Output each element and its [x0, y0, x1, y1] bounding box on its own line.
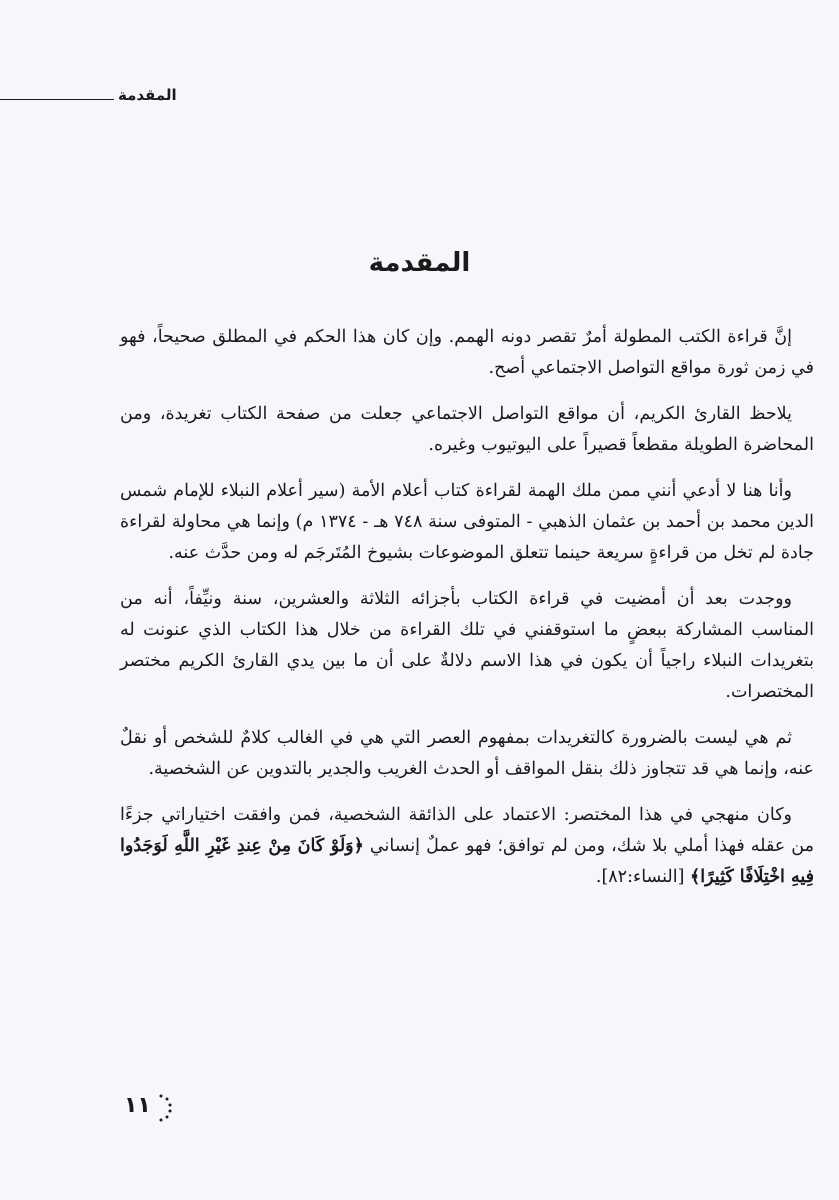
page-number: ١١: [124, 1093, 151, 1118]
page-number-ornament: [152, 1092, 174, 1122]
paragraph-3: وأنا هنا لا أدعي أنني ممن ملك الهمة لقراءة كتاب أعلام الأمة (سير أعلام النبلاء للإمام شمس الدين محمد بن أحمد بن عثمان الذهبي - المتوفى سنة ٧٤٨ هـ - ١٣٧٤ م) وإنما هي محاولة لقراءة جادة لم تخل من قراءةٍ سريعة حينما تتعلق الموضوعات بشيوخ المُتَرجَم له ومن حدَّث عنه.: [120, 481, 814, 563]
running-header: المقدمة: [118, 86, 177, 104]
quran-citation: [النساء:٨٢].: [595, 867, 691, 887]
paragraph-2: يلاحظ القارئ الكريم، أن مواقع التواصل الاجتماعي جعلت من صفحة الكتاب تغريدة، ومن المحاضرة الطويلة مقطعاً قصيراً على اليوتيوب وغيره.: [120, 404, 814, 455]
paragraph-1: إنَّ قراءة الكتب المطولة أمرٌ تقصر دونه الهمم. وإن كان هذا الحكم في المطلق صحيحاً، فهو في زمن ثورة مواقع التواصل الاجتماعي أصح.: [120, 327, 814, 378]
paragraph-6-text: وكان منهجي في هذا المختصر: الاعتماد على الذائقة الشخصية، فمن وافقت اختياراتي جزءًا من عقله فهذا أملي بلا شك، ومن لم توافق؛ فهو عملٌ إنساني: [120, 805, 814, 856]
quran-verse: ﴿وَلَوْ كَانَ مِنْ عِندِ غَيْرِ اللَّهِ لَوَجَدُوا فِيهِ اخْتِلَافًا كَثِيرًا﴾: [120, 836, 814, 887]
header-rule: [0, 99, 114, 100]
page-title: المقدمة: [368, 248, 471, 278]
paragraph-4: ووجدت بعد أن أمضيت في قراءة الكتاب بأجزائه الثلاثة والعشرين، سنة ونيِّفاً، أنه من المناسب المشاركة ببعضٍ ما استوقفني في تلك القراءة من خلال هذا الكتاب الذي عنونت له بتغريدات النبلاء راجياً أن يكون في هذا الاسم دلالةٌ على أن ما بين يدي القارئ الكريم مختصر المختصرات.: [120, 589, 814, 702]
paragraph-6: [120, 800, 814, 893]
paragraph-5: ثم هي ليست بالضرورة كالتغريدات بمفهوم العصر التي هي في الغالب كلامٌ للشخص أو نقلٌ عنه، وإنما هي قد تتجاوز ذلك بنقل المواقف أو الحدث الغريب والجدير بالتدوين عن الشخصية.: [120, 728, 814, 779]
body-text: [120, 322, 814, 908]
